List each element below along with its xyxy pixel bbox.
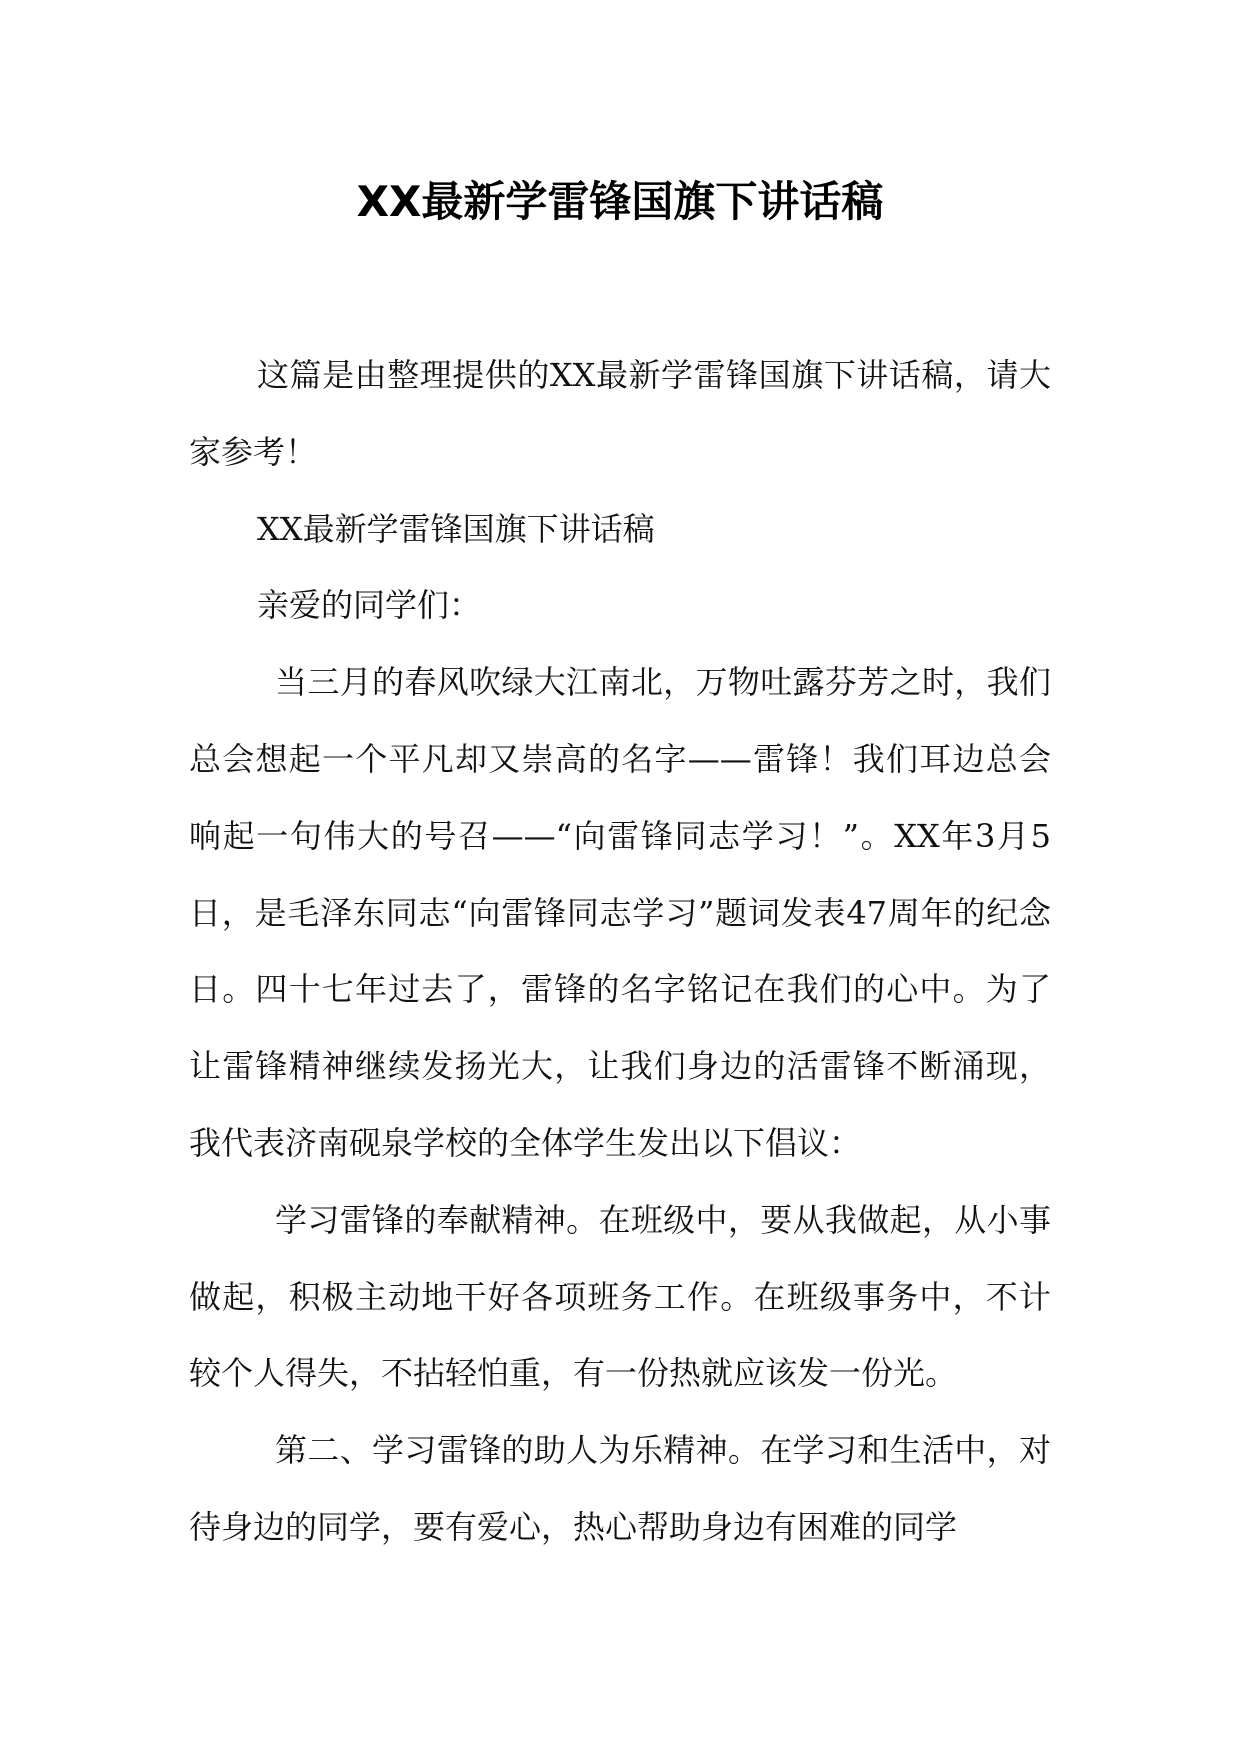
salutation-paragraph: 亲爱的同学们： [257, 586, 482, 625]
body-paragraph: 第二、学习雷锋的助人为乐精神。在学习和生活中，对待身边的同学，要有爱心，热心帮助身边有困难的同学 [189, 1431, 1051, 1546]
subtitle-paragraph: XX最新学雷锋国旗下讲话稿 [257, 509, 655, 548]
document-title: XX最新学雷锋国旗下讲话稿 [356, 177, 884, 226]
document-body [189, 337, 1051, 1566]
body-paragraph: 当三月的春风吹绿大江南北，万物吐露芬芳之时，我们总会想起一个平凡却又崇高的名字——雷锋！我们耳边总会响起一句伟大的号召——“向雷锋同志学习！”。XX年3月5日，是毛泽东同志“向雷锋同志学习”题词发表47周年的纪念日。四十七年过去了，雷锋的名字铭记在我们的心中。为了让雷锋精神继续发扬光大，让我们身边的活雷锋不断涌现，我代表济南砚泉学校的全体学生发出以下倡议： [189, 663, 1051, 1162]
body-paragraph: 学习雷锋的奉献精神。在班级中，要从我做起，从小事做起，积极主动地干好各项班务工作。在班级事务中，不计较个人得失，不拈轻怕重，有一份热就应该发一份光。 [189, 1200, 1051, 1393]
intro-paragraph: 这篇是由整理提供的XX最新学雷锋国旗下讲话稿，请大家参考！ [189, 356, 1051, 471]
